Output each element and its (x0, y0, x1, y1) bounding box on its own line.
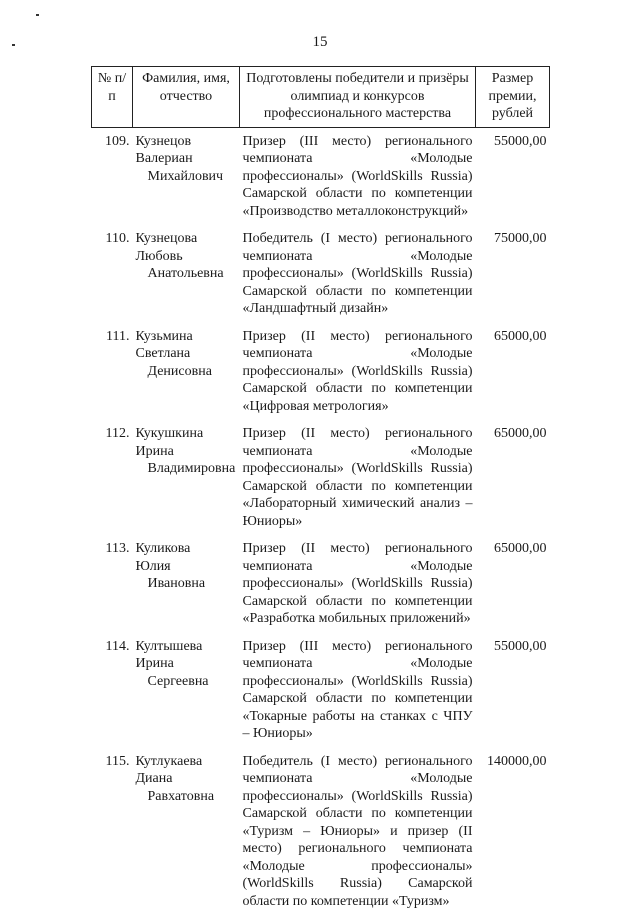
surname: Кузнецова (136, 230, 237, 248)
surname: Кутлукаева (136, 753, 237, 771)
row-number: 113. (92, 540, 133, 638)
prize-amount: 65000,00 (476, 328, 550, 426)
table-header-row (92, 67, 550, 128)
header-description: Подготовлены победители и призёры олимпиад и конкурсов профессионального мастерства (240, 67, 476, 128)
prize-amount: 65000,00 (476, 540, 550, 638)
given-name: Светлана (136, 345, 237, 363)
prize-amount: 65000,00 (476, 425, 550, 540)
person-name (133, 753, 240, 920)
patronymic: Анатольевна (136, 265, 237, 283)
header-prize: Размер премии, рублей (476, 67, 550, 128)
patronymic: Ивановна (136, 575, 237, 593)
patronymic: Сергеевна (136, 673, 237, 691)
row-number: 115. (92, 753, 133, 920)
achievement-description: Призер (II место) регионального чемпионата «Молодые профессионалы» (WorldSkills Russia) Самарской области по компетенции «Разработка мобильных приложений» (240, 540, 476, 638)
page-number: 15 (0, 34, 640, 51)
achievement-description: Призер (III место) регионального чемпионата «Молодые профессионалы» (WorldSkills Russia) Самарской области по компетенции «Производство металлоконструкций» (240, 127, 476, 230)
scan-speck (36, 14, 39, 16)
row-number: 109. (92, 127, 133, 230)
achievement-description: Победитель (I место) регионального чемпионата «Молодые профессионалы» (WorldSkills Russia) Самарской области по компетенции «Туризм – Юниоры» и призер (II место) регионального чемпионата «Молодые профессионалы» (WorldSkills Russia) Самарской области по компетенции «Туризм» (240, 753, 476, 920)
achievement-description: Призер (III место) регионального чемпионата «Молодые профессионалы» (WorldSkills Russia) Самарской области по компетенции «Токарные работы на станках с ЧПУ – Юниоры» (240, 638, 476, 753)
surname: Кузнецов (136, 133, 237, 151)
achievement-description: Призер (II место) регионального чемпионата «Молодые профессионалы» (WorldSkills Russia) Самарской области по компетенции «Лабораторный химический анализ – Юниоры» (240, 425, 476, 540)
prize-amount: 55000,00 (476, 638, 550, 753)
given-name: Валериан (136, 150, 237, 168)
patronymic: Равхатовна (136, 788, 237, 806)
given-name: Любовь (136, 248, 237, 266)
person-name (133, 127, 240, 230)
patronymic: Михайлович (136, 168, 237, 186)
prize-amount: 55000,00 (476, 127, 550, 230)
surname: Кузьмина (136, 328, 237, 346)
row-number: 112. (92, 425, 133, 540)
prize-amount: 75000,00 (476, 230, 550, 328)
person-name (133, 425, 240, 540)
patronymic: Денисовна (136, 363, 237, 381)
table-row (92, 753, 550, 920)
surname: Култышева (136, 638, 237, 656)
row-number: 110. (92, 230, 133, 328)
row-number: 114. (92, 638, 133, 753)
table-row (92, 540, 550, 638)
person-name (133, 328, 240, 426)
table-body (92, 127, 550, 920)
person-name (133, 638, 240, 753)
table-row (92, 638, 550, 753)
person-name (133, 540, 240, 638)
given-name: Ирина (136, 655, 237, 673)
table-row (92, 230, 550, 328)
surname: Куликова (136, 540, 237, 558)
person-name (133, 230, 240, 328)
given-name: Юлия (136, 558, 237, 576)
header-name: Фамилия, имя, отчество (133, 67, 240, 128)
patronymic: Владимировна (136, 460, 237, 478)
table-row (92, 127, 550, 230)
row-number: 111. (92, 328, 133, 426)
header-num: № п/п (92, 67, 133, 128)
table-row (92, 425, 550, 540)
table-row (92, 328, 550, 426)
surname: Кукушкина (136, 425, 237, 443)
given-name: Диана (136, 770, 237, 788)
achievement-description: Победитель (I место) регионального чемпионата «Молодые профессионалы» (WorldSkills Russia) Самарской области по компетенции «Ландшафтный дизайн» (240, 230, 476, 328)
awards-table (91, 66, 550, 920)
prize-amount: 140000,00 (476, 753, 550, 920)
achievement-description: Призер (II место) регионального чемпионата «Молодые профессионалы» (WorldSkills Russia) Самарской области по компетенции «Цифровая метрология» (240, 328, 476, 426)
given-name: Ирина (136, 443, 237, 461)
